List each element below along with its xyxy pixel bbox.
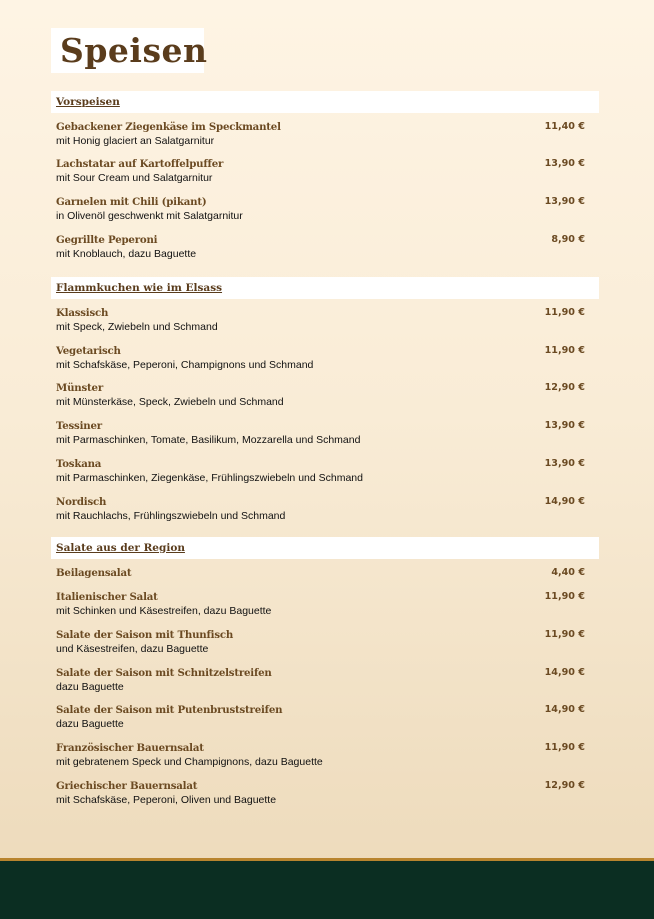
item-price: 13,90 € [544, 196, 585, 207]
section-header-flammkuchen [51, 277, 599, 299]
item-description: mit Parmaschinken, Ziegenkäse, Frühlingszwiebeln und Schmand [56, 472, 363, 484]
item-description: in Olivenöl geschwenkt mit Salatgarnitur [56, 210, 243, 222]
item-description: mit Sour Cream und Salatgarnitur [56, 172, 213, 184]
item-name: Vegetarisch [56, 345, 121, 357]
item-name: Klassisch [56, 307, 109, 319]
item-price: 11,40 € [544, 121, 585, 132]
item-description: mit Schafskäse, Peperoni, Oliven und Baguette [56, 794, 277, 806]
item-description: mit Knoblauch, dazu Baguette [56, 248, 197, 260]
section-header-salate [51, 537, 599, 559]
item-price: 13,90 € [544, 420, 585, 431]
item-name: Gebackener Ziegenkäse im Speckmantel [56, 121, 281, 133]
page-title-box [51, 28, 208, 73]
item-name: Münster [56, 382, 103, 394]
item-description: mit Honig glaciert an Salatgarnitur [56, 135, 215, 147]
item-price: 13,90 € [544, 458, 585, 469]
page-title: Speisen [60, 31, 208, 70]
footer-band [0, 858, 654, 919]
item-description: mit gebratenem Speck und Champignons, dazu Baguette [56, 756, 323, 768]
item-price: 11,90 € [544, 629, 585, 640]
item-description: mit Schinken und Käsestreifen, dazu Baguette [56, 605, 272, 617]
item-description: und Käsestreifen, dazu Baguette [56, 643, 209, 655]
section-title: Vorspeisen [56, 96, 120, 108]
section-title: Flammkuchen wie im Elsass [56, 282, 223, 294]
item-price: 11,90 € [544, 591, 585, 602]
item-price: 8,90 € [551, 234, 585, 245]
item-name: Garnelen mit Chili (pikant) [56, 196, 207, 208]
item-name: Lachstatar auf Kartoffelpuffer [56, 158, 224, 170]
item-name: Toskana [56, 458, 102, 470]
item-description: mit Parmaschinken, Tomate, Basilikum, Mozzarella und Schmand [56, 434, 361, 446]
item-description: mit Münsterkäse, Speck, Zwiebeln und Schmand [56, 396, 284, 408]
item-description: dazu Baguette [56, 681, 124, 693]
item-description: mit Rauchlachs, Frühlingszwiebeln und Schmand [56, 510, 286, 522]
item-name: Tessiner [56, 420, 102, 432]
item-price: 4,40 € [551, 567, 585, 578]
item-price: 11,90 € [544, 345, 585, 356]
item-name: Salate der Saison mit Thunfisch [56, 629, 234, 641]
item-name: Französischer Bauernsalat [56, 742, 204, 754]
item-price: 11,90 € [544, 742, 585, 753]
item-price: 13,90 € [544, 158, 585, 169]
item-price: 14,90 € [544, 667, 585, 678]
item-name: Salate der Saison mit Putenbruststreifen [56, 704, 283, 716]
item-name: Nordisch [56, 496, 107, 508]
item-name: Griechischer Bauernsalat [56, 780, 198, 792]
section-title: Salate aus der Region [56, 542, 185, 554]
item-name: Beilagensalat [56, 567, 132, 579]
item-description: dazu Baguette [56, 718, 124, 730]
item-price: 12,90 € [544, 382, 585, 393]
item-price: 12,90 € [544, 780, 585, 791]
item-price: 11,90 € [544, 307, 585, 318]
item-name: Salate der Saison mit Schnitzelstreifen [56, 667, 272, 679]
item-price: 14,90 € [544, 704, 585, 715]
item-description: mit Schafskäse, Peperoni, Champignons und Schmand [56, 359, 314, 371]
item-name: Italienischer Salat [56, 591, 158, 603]
item-description: mit Speck, Zwiebeln und Schmand [56, 321, 218, 333]
item-price: 14,90 € [544, 496, 585, 507]
section-header-vorspeisen [51, 91, 599, 113]
item-name: Gegrillte Peperoni [56, 234, 158, 246]
